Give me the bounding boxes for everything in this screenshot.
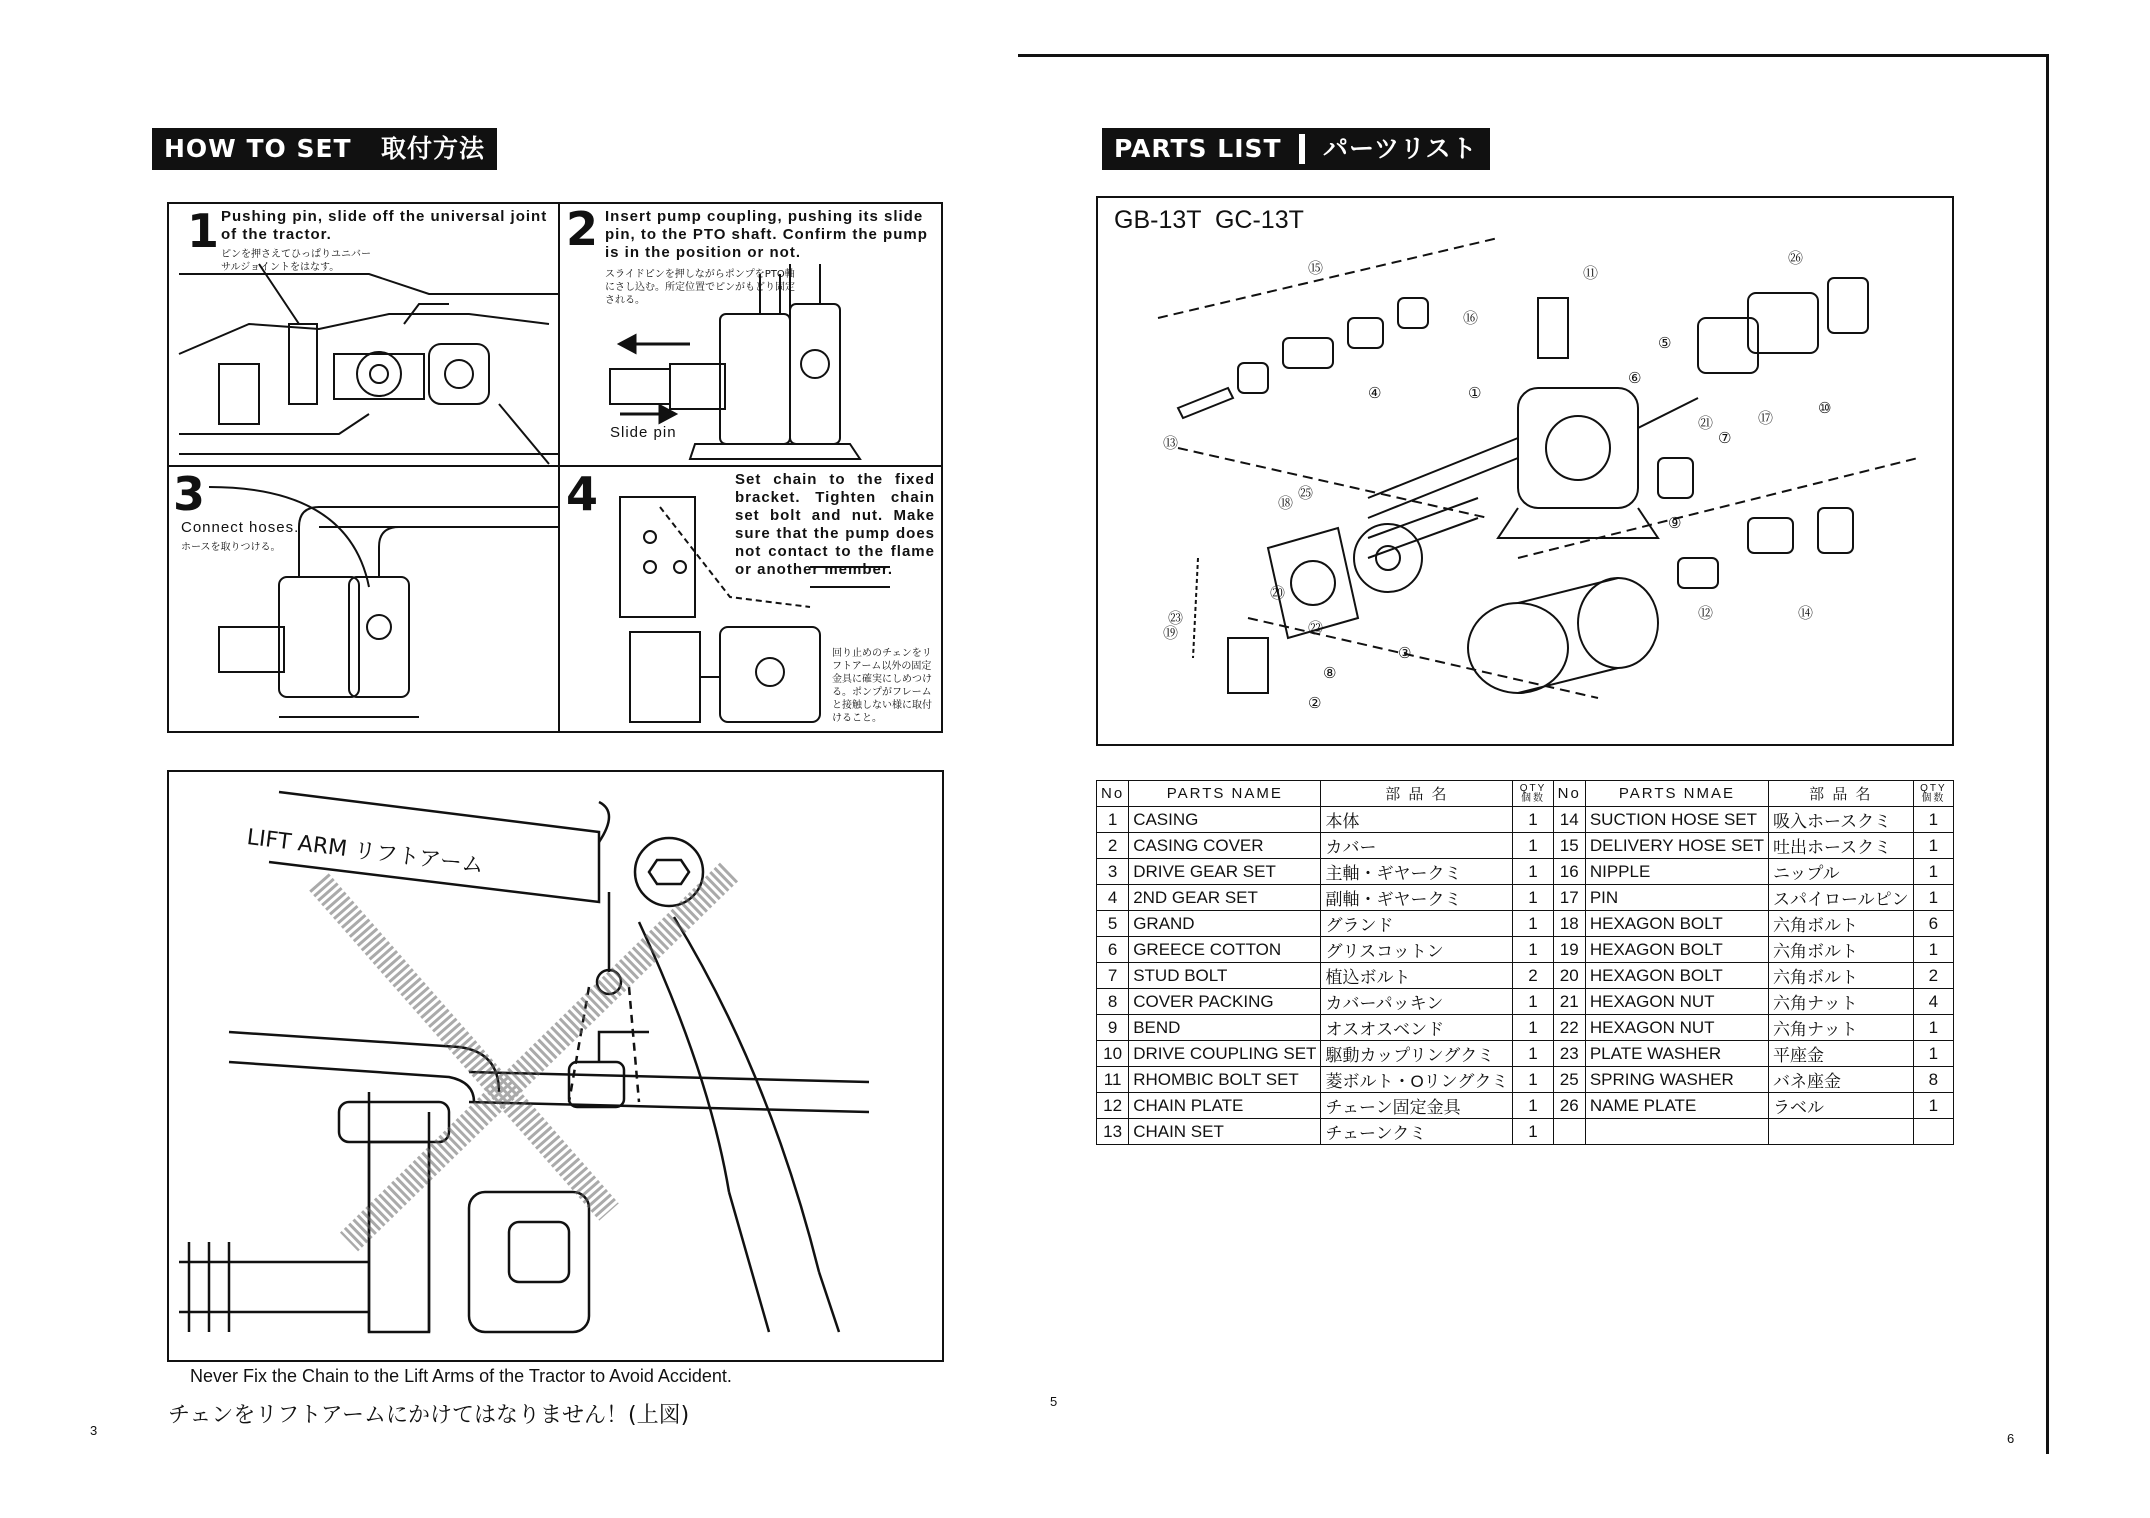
part-number: 15: [1553, 833, 1585, 859]
svg-text:⑰: ⑰: [1758, 409, 1774, 427]
table-row: [1097, 1041, 1954, 1067]
model-label: GB-13T GC-13T: [1114, 206, 1304, 234]
header-no-right: No: [1553, 781, 1585, 807]
page-right-rule: [2046, 54, 2049, 1454]
part-number: 22: [1553, 1015, 1585, 1041]
part-number: 12: [1097, 1093, 1129, 1119]
step-3-text-en: Connect hoses.: [181, 519, 300, 536]
part-name-jp: 吸入ホースクミ: [1769, 807, 1914, 833]
part-name-jp: 六角ナット: [1769, 989, 1914, 1015]
part-number: 18: [1553, 911, 1585, 937]
svg-text:⑮: ⑮: [1308, 259, 1324, 277]
part-name-jp: グランド: [1321, 911, 1513, 937]
table-row: [1097, 937, 1954, 963]
hose-connection-illustration: [169, 467, 560, 733]
step-1-text-en: Pushing pin, slide off the universal joint of the tractor.: [221, 208, 548, 243]
part-name: CASING COVER: [1129, 833, 1321, 859]
svg-text:④: ④: [1368, 384, 1382, 402]
svg-text:⑫: ⑫: [1698, 604, 1714, 622]
part-name: GREECE COTTON: [1129, 937, 1321, 963]
part-name: DELIVERY HOSE SET: [1585, 833, 1768, 859]
header-qty-right: QTY 個数: [1913, 781, 1953, 807]
svg-text:⑳: ⑳: [1270, 584, 1286, 602]
part-name-jp: グリスコットン: [1321, 937, 1513, 963]
part-name: BEND: [1129, 1015, 1321, 1041]
step-4-panel: [558, 465, 943, 733]
part-qty: 1: [1513, 937, 1553, 963]
part-name: SUCTION HOSE SET: [1585, 807, 1768, 833]
header-jp-left: 部 品 名: [1321, 781, 1513, 807]
part-qty: 6: [1913, 911, 1953, 937]
parts-table-body: [1097, 807, 1954, 1145]
table-row: [1097, 833, 1954, 859]
part-name: HEXAGON BOLT: [1585, 937, 1768, 963]
part-name: HEXAGON BOLT: [1585, 911, 1768, 937]
part-name-jp: ニップル: [1769, 859, 1914, 885]
part-qty: 1: [1513, 1015, 1553, 1041]
page-number-center: 5: [1050, 1394, 1058, 1409]
part-number: 10: [1097, 1041, 1129, 1067]
part-qty: 2: [1913, 963, 1953, 989]
part-name-jp: カバー: [1321, 833, 1513, 859]
part-number: 6: [1097, 937, 1129, 963]
lift-arm-label: LIFT ARM リフトアーム: [245, 824, 486, 879]
part-name-jp: カバーパッキン: [1321, 989, 1513, 1015]
part-number: 2: [1097, 833, 1129, 859]
part-number: 8: [1097, 989, 1129, 1015]
part-name-jp: 六角ボルト: [1769, 911, 1914, 937]
part-number: 4: [1097, 885, 1129, 911]
step-3-text-jp: ホースを取りつける。: [181, 542, 281, 553]
part-name: PLATE WASHER: [1585, 1041, 1768, 1067]
part-name-jp: スパイロールピン: [1769, 885, 1914, 911]
part-number: 20: [1553, 963, 1585, 989]
table-row: [1097, 911, 1954, 937]
tractor-joint-illustration: [169, 204, 560, 467]
part-number: [1553, 1119, 1585, 1145]
part-qty: 1: [1513, 885, 1553, 911]
part-qty: 1: [1513, 1041, 1553, 1067]
part-qty: 1: [1513, 807, 1553, 833]
slide-pin-label: Slide pin: [610, 424, 677, 441]
step-1-text-jp: ピンを押さえてひっぱりユニバーサルジョイントをはなす。: [221, 249, 371, 273]
table-row: [1097, 1067, 1954, 1093]
part-name-jp: オスオスベンド: [1321, 1015, 1513, 1041]
page-number-right: 6: [2007, 1431, 2015, 1446]
part-name: CASING: [1129, 807, 1321, 833]
part-qty: 1: [1913, 833, 1953, 859]
part-name-jp: 副軸・ギヤークミ: [1321, 885, 1513, 911]
page-top-rule: [1018, 54, 2048, 57]
svg-text:⑨: ⑨: [1668, 514, 1682, 532]
part-name: HEXAGON NUT: [1585, 1015, 1768, 1041]
part-qty: 1: [1513, 1119, 1553, 1145]
step-4-text-jp: 回り止めのチェンをリフトアーム以外の固定金具に確実にしめつける。ポンプがフレームと接触しない様に取付けること。: [832, 648, 932, 724]
part-number: 3: [1097, 859, 1129, 885]
table-row: [1097, 1093, 1954, 1119]
part-name-jp: 駆動カップリングクミ: [1321, 1041, 1513, 1067]
part-name-jp: 六角ボルト: [1769, 963, 1914, 989]
step-4-number: 4: [566, 467, 599, 521]
part-qty: 1: [1513, 1067, 1553, 1093]
svg-text:⑬: ⑬: [1163, 434, 1179, 452]
chain-bracket-illustration: [560, 467, 943, 733]
svg-text:㉓: ㉓: [1168, 609, 1184, 627]
part-qty: 1: [1513, 833, 1553, 859]
step-2-text-jp: スライドピンを押しながらポンプをPTO軸にさし込む。所定位置でピンがもどり固定される。: [605, 269, 795, 306]
part-number: 17: [1553, 885, 1585, 911]
part-number: 21: [1553, 989, 1585, 1015]
header-name-left: PARTS NAME: [1129, 781, 1321, 807]
part-qty: 1: [1913, 1015, 1953, 1041]
part-qty: 1: [1513, 1093, 1553, 1119]
lift-arm-warning-panel: [167, 770, 944, 1362]
part-qty: 2: [1513, 963, 1553, 989]
lift-arm-crossed-illustration: [169, 772, 944, 1362]
part-qty: 4: [1913, 989, 1953, 1015]
page-number-left: 3: [90, 1423, 98, 1438]
part-number: 14: [1553, 807, 1585, 833]
part-name: DRIVE GEAR SET: [1129, 859, 1321, 885]
part-name: HEXAGON BOLT: [1585, 963, 1768, 989]
parts-list-title-en: PARTS LIST: [1114, 134, 1282, 163]
part-name-jp: バネ座金: [1769, 1067, 1914, 1093]
table-row: [1097, 1015, 1954, 1041]
part-name: STUD BOLT: [1129, 963, 1321, 989]
step-2-text-en: Insert pump coupling, pushing its slide pin, to the PTO shaft. Confirm the pump is in the position or not.: [605, 208, 928, 261]
part-qty: 8: [1913, 1067, 1953, 1093]
step-1-number: 1: [187, 204, 220, 258]
part-name-jp: 主軸・ギヤークミ: [1321, 859, 1513, 885]
svg-text:⑥: ⑥: [1628, 369, 1642, 387]
part-name: NAME PLATE: [1585, 1093, 1768, 1119]
part-name: [1585, 1119, 1768, 1145]
step-2-panel: [558, 202, 943, 467]
svg-text:⑦: ⑦: [1718, 429, 1732, 447]
how-to-set-title-en: HOW TO SET: [164, 134, 352, 163]
parts-table-header: [1097, 781, 1954, 807]
part-qty: 1: [1913, 1093, 1953, 1119]
svg-text:③: ③: [1398, 644, 1412, 662]
svg-text:㉕: ㉕: [1298, 484, 1314, 502]
part-name-jp: 六角ナット: [1769, 1015, 1914, 1041]
part-name-jp: ラベル: [1769, 1093, 1914, 1119]
step-3-panel: [167, 465, 560, 733]
how-to-set-title: [152, 128, 497, 170]
table-row: [1097, 989, 1954, 1015]
part-qty: 1: [1913, 1041, 1953, 1067]
warning-text-en: Never Fix the Chain to the Lift Arms of the Tractor to Avoid Accident.: [190, 1366, 732, 1386]
part-name: CHAIN SET: [1129, 1119, 1321, 1145]
part-name-jp: 六角ボルト: [1769, 937, 1914, 963]
table-row: [1097, 807, 1954, 833]
part-number: 16: [1553, 859, 1585, 885]
parts-list-title-jp: パーツリスト: [1323, 134, 1478, 163]
pump-exploded-view: [1098, 198, 1954, 746]
part-qty: 1: [1913, 807, 1953, 833]
part-name-jp: [1769, 1119, 1914, 1145]
header-jp-right: 部 品 名: [1769, 781, 1914, 807]
parts-list-title: [1102, 128, 1490, 170]
svg-text:㉖: ㉖: [1788, 249, 1804, 267]
part-name-jp: 植込ボルト: [1321, 963, 1513, 989]
header-qty-left: QTY 個数: [1513, 781, 1553, 807]
part-number: 9: [1097, 1015, 1129, 1041]
part-qty: 1: [1513, 911, 1553, 937]
part-number: 13: [1097, 1119, 1129, 1145]
svg-text:⑪: ⑪: [1583, 264, 1599, 282]
svg-text:⑤: ⑤: [1658, 334, 1672, 352]
table-row: [1097, 859, 1954, 885]
part-name-jp: 吐出ホースクミ: [1769, 833, 1914, 859]
step-4-text-en: Set chain to the fixed bracket. Tighten chain set bolt and nut. Make sure that the pump does not contact to the flame or another member.: [735, 471, 935, 578]
part-name: DRIVE COUPLING SET: [1129, 1041, 1321, 1067]
pump-insert-illustration: [560, 204, 943, 467]
svg-text:⑭: ⑭: [1798, 604, 1814, 622]
part-number: 5: [1097, 911, 1129, 937]
svg-text:②: ②: [1308, 694, 1322, 712]
part-name: CHAIN PLATE: [1129, 1093, 1321, 1119]
step-2-number: 2: [566, 202, 599, 256]
part-qty: 1: [1913, 859, 1953, 885]
svg-text:①: ①: [1468, 384, 1482, 402]
part-number: 25: [1553, 1067, 1585, 1093]
svg-text:⑯: ⑯: [1463, 309, 1479, 327]
part-qty: 1: [1513, 859, 1553, 885]
part-number: 26: [1553, 1093, 1585, 1119]
part-name: HEXAGON NUT: [1585, 989, 1768, 1015]
part-number: 7: [1097, 963, 1129, 989]
part-name-jp: 菱ボルト・Oリングクミ: [1321, 1067, 1513, 1093]
part-name-jp: 本体: [1321, 807, 1513, 833]
part-number: 11: [1097, 1067, 1129, 1093]
part-qty: 1: [1913, 885, 1953, 911]
header-no-left: No: [1097, 781, 1129, 807]
part-name: PIN: [1585, 885, 1768, 911]
how-to-set-title-jp: 取付方法: [381, 134, 486, 163]
svg-text:⑲: ⑲: [1163, 624, 1179, 642]
table-row: [1097, 885, 1954, 911]
part-name-jp: チェーン固定金具: [1321, 1093, 1513, 1119]
part-name-jp: 平座金: [1769, 1041, 1914, 1067]
header-name-right: PARTS NMAE: [1585, 781, 1768, 807]
part-name: NIPPLE: [1585, 859, 1768, 885]
part-name: COVER PACKING: [1129, 989, 1321, 1015]
part-name: SPRING WASHER: [1585, 1067, 1768, 1093]
part-name: GRAND: [1129, 911, 1321, 937]
part-name-jp: チェーンクミ: [1321, 1119, 1513, 1145]
table-row: [1097, 963, 1954, 989]
part-name: RHOMBIC BOLT SET: [1129, 1067, 1321, 1093]
svg-text:⑧: ⑧: [1323, 664, 1337, 682]
parts-table: [1096, 780, 1954, 1145]
svg-text:⑱: ⑱: [1278, 494, 1294, 512]
step-1-panel: [167, 202, 560, 467]
part-number: 1: [1097, 807, 1129, 833]
part-number: 19: [1553, 937, 1585, 963]
part-number: 23: [1553, 1041, 1585, 1067]
svg-text:㉑: ㉑: [1698, 414, 1714, 432]
svg-text:㉒: ㉒: [1308, 619, 1324, 637]
part-qty: 1: [1513, 989, 1553, 1015]
exploded-diagram-panel: [1096, 196, 1954, 746]
table-row: [1097, 1119, 1954, 1145]
warning-text-jp: チェンをリフトアームにかけてはなりません！(上図): [168, 1403, 690, 1428]
part-name: 2ND GEAR SET: [1129, 885, 1321, 911]
svg-text:⑩: ⑩: [1818, 399, 1832, 417]
part-qty: 1: [1913, 937, 1953, 963]
part-qty: [1913, 1119, 1953, 1145]
step-3-number: 3: [173, 467, 206, 521]
